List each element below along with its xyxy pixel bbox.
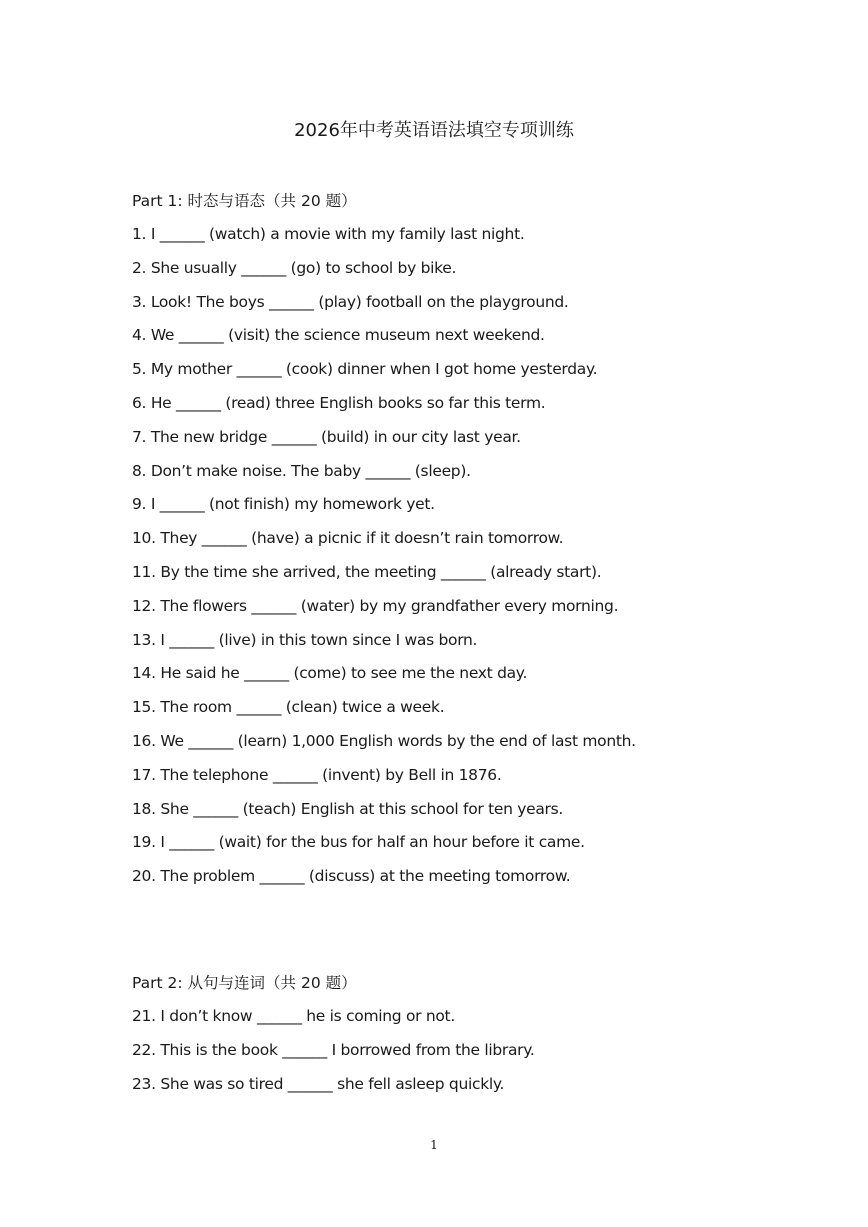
question-20: 20. The problem ______ (discuss) at the meeting tomorrow. — [132, 867, 571, 886]
question-8: 8. Don’t make noise. The baby ______ (sleep). — [132, 461, 471, 480]
question-7: 7. The new bridge ______ (build) in our city last year. — [132, 427, 521, 446]
question-1: 1. I ______ (watch) a movie with my family last night. — [132, 225, 525, 243]
question-22: 22. This is the book ______ I borrowed from the library. — [132, 1040, 535, 1059]
question-23: 23. She was so tired ______ she fell asleep quickly. — [132, 1074, 505, 1093]
question-10: 10. They ______ (have) a picnic if it doesn’t rain tomorrow. — [132, 529, 564, 548]
question-9: 9. I ______ (not finish) my homework yet. — [132, 495, 435, 514]
question-12: 12. The flowers ______ (water) by my grandfather every morning. — [132, 596, 619, 615]
question-4: 4. We ______ (visit) the science museum next weekend. — [132, 326, 545, 345]
question-19: 19. I ______ (wait) for the bus for half an hour before it came. — [132, 833, 585, 852]
part1-section — [132, 184, 772, 894]
part2-section — [132, 966, 772, 1101]
question-2: 2. She usually ______ (go) to school by bike. — [132, 258, 457, 277]
question-3: 3. Look! The boys ______ (play) football on the playground. — [132, 292, 569, 311]
question-5: 5. My mother ______ (cook) dinner when I got home yesterday. — [132, 360, 598, 379]
page-title: 2026年中考英语语法填空专项训练 — [294, 120, 574, 141]
question-21: 21. I don’t know ______ he is coming or not. — [132, 1007, 455, 1025]
question-6: 6. He ______ (read) three English books so far this term. — [132, 393, 546, 412]
question-11: 11. By the time she arrived, the meeting ______ (already start). — [132, 562, 602, 581]
question-16: 16. We ______ (learn) 1,000 English words by the end of last month. — [132, 731, 636, 750]
question-18: 18. She ______ (teach) English at this school for ten years. — [132, 799, 564, 818]
question-15: 15. The room ______ (clean) twice a week. — [132, 698, 445, 717]
part1-heading: Part 1: 时态与语态（共 20 题） — [132, 192, 357, 210]
question-14: 14. He said he ______ (come) to see me the next day. — [132, 664, 528, 683]
question-17: 17. The telephone ______ (invent) by Bell in 1876. — [132, 765, 502, 784]
page-number: 1 — [430, 1138, 438, 1152]
part2-heading: Part 2: 从句与连词（共 20 题） — [132, 974, 357, 992]
question-13: 13. I ______ (live) in this town since I was born. — [132, 630, 478, 649]
